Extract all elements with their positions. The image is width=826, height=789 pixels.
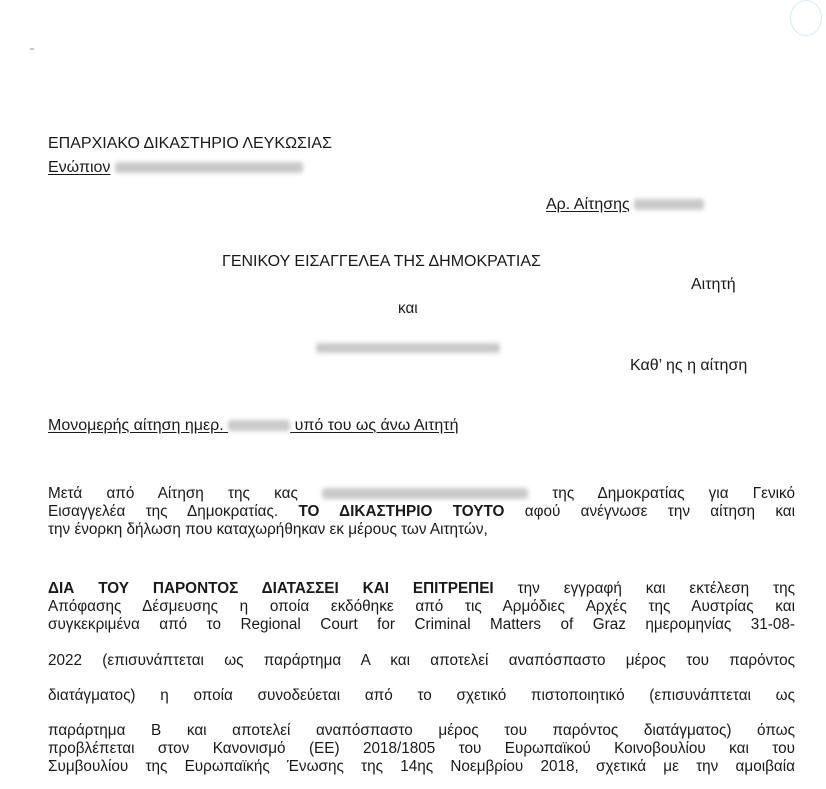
requester-name-redacted	[322, 488, 528, 499]
para2-line-5: διατάγματος) η οποία συνοδεύεται από το σχετικό πιστοποιητικό (επισυνάπτεται ως	[48, 687, 795, 704]
applicant-name: ΓΕΝΙΚΟΥ ΕΙΣΑΓΓΕΛΕΑ ΤΗΣ ΔΗΜΟΚΡΑΤΙΑΣ	[222, 253, 541, 270]
conjunction: και	[398, 300, 418, 317]
court-name: ΕΠΑΡΧΙΑΚΟ ΔΙΚΑΣΤΗΡΙΟ ΛΕΥΚΩΣΙΑΣ	[48, 135, 332, 152]
title-part-2: υπό του ως άνω Αιτητή	[294, 417, 459, 434]
title-date-redacted	[228, 420, 290, 431]
para2-line-1: ΔΙΑ ΤΟΥ ΠΑΡΟΝΤΟΣ ΔΙΑΤΑΣΣΕΙ ΚΑΙ ΕΠΙΤΡΕΠΕΙ την εγγραφή και εκτέλεση της	[48, 580, 795, 597]
application-number-line	[546, 196, 704, 214]
application-number-label: Αρ. Αίτησης	[546, 196, 630, 213]
para1-line-1: Μετά από Αίτηση της κας της Δημοκρατίας για Γενικό	[48, 485, 796, 502]
judge-name-redacted	[115, 162, 303, 173]
para2-line-8: Συμβουλίου της Ευρωπαϊκής Ένωσης της 14ης Νοεμβρίου 2018, σχετικά με την αμοιβαία	[48, 758, 795, 775]
title-part-1: Μονομερής αίτηση ημερ.	[48, 417, 224, 434]
para2-line-4: 2022 (επισυνάπτεται ως παράρτημα Α και αποτελεί αναπόσπαστο μέρος του παρόντος	[48, 652, 795, 669]
stamp-mark	[790, 0, 822, 36]
respondent-name-redacted	[316, 339, 500, 357]
application-number-redacted	[634, 199, 704, 210]
para1-line-2: Εισαγγελέα της Δημοκρατίας. ΤΟ ΔΙΚΑΣΤΗΡΙΟ ΤΟΥΤΟ αφού ανέγνωσε την αίτηση και	[48, 503, 796, 520]
before-line	[48, 159, 303, 177]
para2-line-6: παράρτημα Β και αποτελεί αναπόσπαστο μέρος του παρόντος διατάγματος) όπως	[48, 722, 795, 739]
para1-line-3: την ένορκη δήλωση που καταχωρήθηκαν εκ μέρους των Αιτητών,	[48, 521, 488, 538]
para2-line-7: προβλέπεται στον Κανονισμό (ΕΕ) 2018/1805 του Ευρωπαϊκού Κοινοβουλίου και του	[48, 740, 795, 757]
applicant-role: Αιτητή	[691, 276, 736, 293]
application-title	[48, 417, 459, 435]
before-label: Ενώπιον	[48, 159, 111, 176]
para2-line-3: συγκεκριμένα από το Regional Court for Criminal Matters of Graz ημερομηνίας 31-08-	[48, 616, 795, 633]
para2-line-2: Απόφασης Δέσμευσης η οποία εκδόθηκε από τις Αρμόδιες Αρχές της Αυστρίας και	[48, 598, 795, 615]
scan-speck	[30, 48, 34, 50]
respondent-role: Καθ’ ης η αίτηση	[630, 357, 748, 374]
